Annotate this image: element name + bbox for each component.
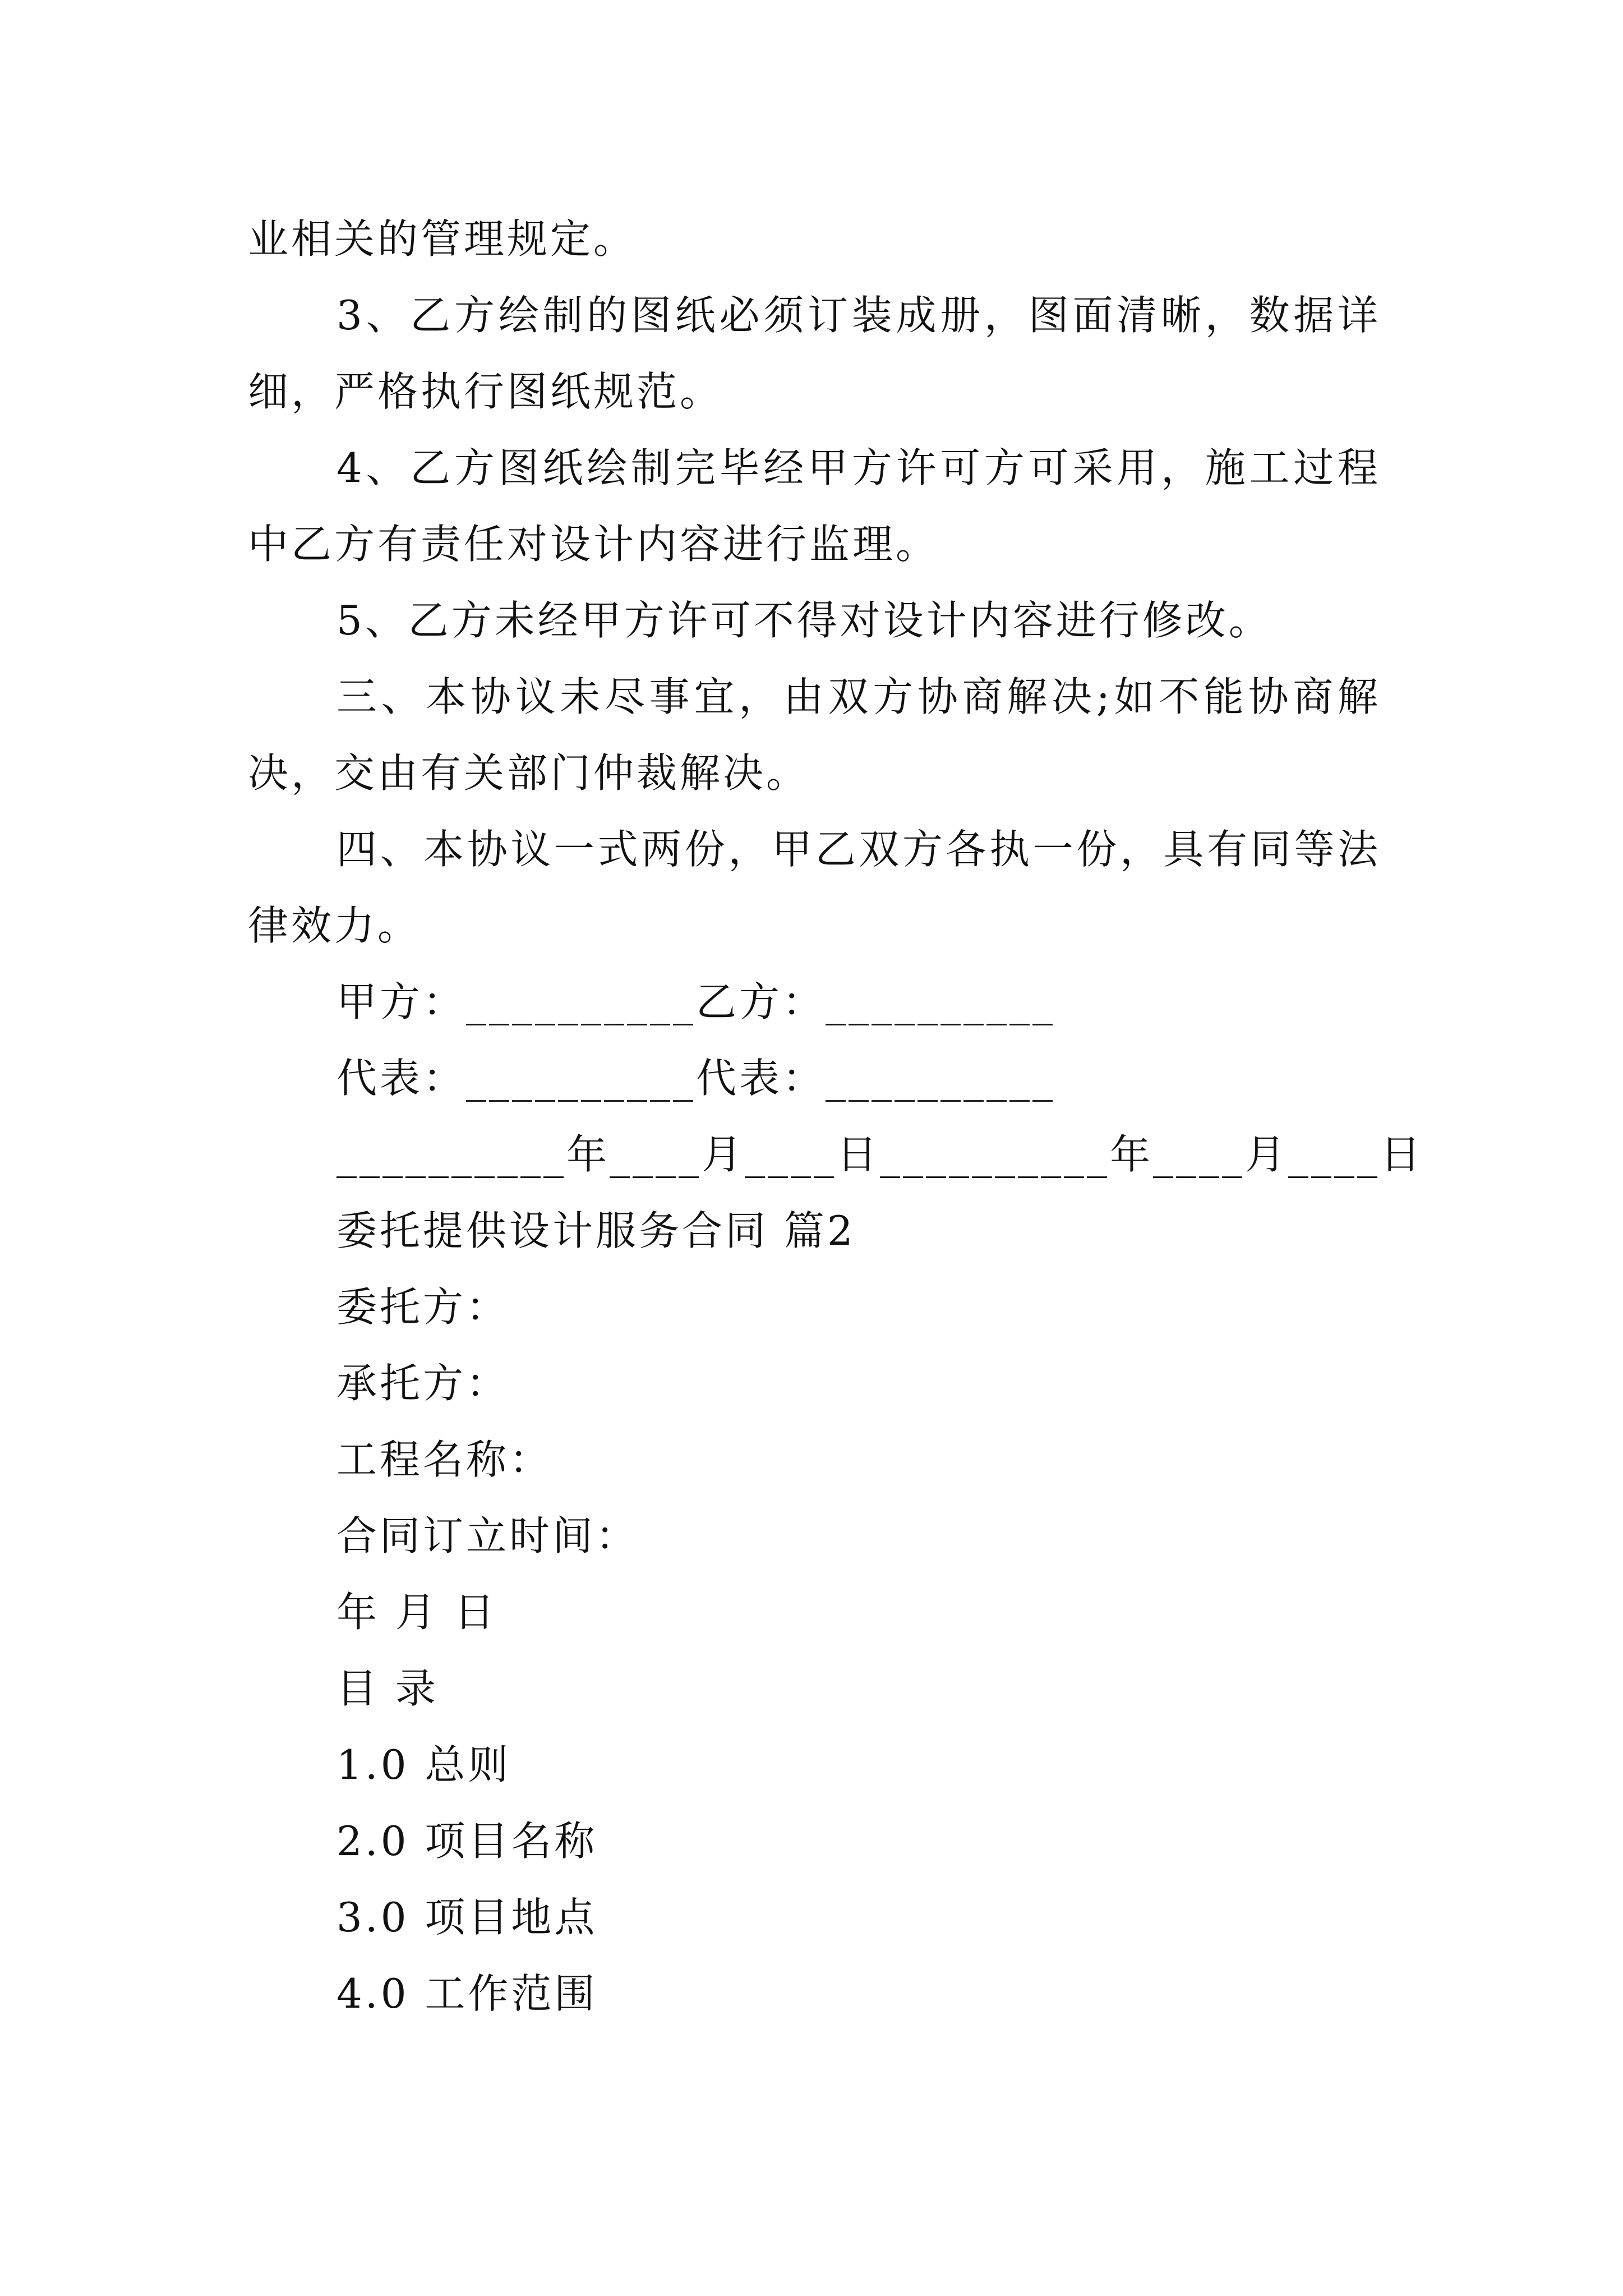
- paragraph-line: 4、乙方图纸绘制完毕经甲方许可方可采用，施工过程: [336, 444, 1381, 491]
- paragraph-line: 5、乙方未经甲方许可不得对设计内容进行修改。: [336, 597, 1272, 644]
- toc-item: 3.0 项目地点: [336, 1894, 598, 1941]
- contract-field-project-name: 工程名称：: [336, 1436, 553, 1483]
- contract-field-client: 委托方：: [336, 1283, 510, 1331]
- contract-field-signing-time: 合同订立时间：: [336, 1512, 639, 1559]
- section-title: 委托提供设计服务合同 篇2: [336, 1207, 856, 1254]
- paragraph-line: 决，交由有关部门仲裁解决。: [248, 749, 810, 797]
- document-body: [248, 201, 1423, 2032]
- toc-heading: 目 录: [336, 1665, 439, 1712]
- toc-item: 2.0 项目名称: [336, 1818, 598, 1865]
- contract-field-contractor: 承托方：: [336, 1360, 510, 1407]
- paragraph-line: 3、乙方绘制的图纸必须订装成册，图面清晰，数据详: [336, 292, 1381, 339]
- toc-item: 1.0 总则: [336, 1741, 511, 1788]
- toc-item: 4.0 工作范围: [336, 1970, 598, 2017]
- paragraph-line: 中乙方有责任对设计内容进行监理。: [248, 521, 939, 568]
- signature-representative-line: 代表：__________代表：__________: [336, 1055, 1056, 1102]
- contract-field-date: 年 月 日: [336, 1589, 497, 1636]
- paragraph-line: 四、本协议一式两份，甲乙双方各执一份，具有同等法: [336, 826, 1381, 873]
- paragraph-line: 细，严格执行图纸规范。: [248, 368, 723, 415]
- paragraph-line: 律效力。: [248, 902, 421, 949]
- signature-date-line: __________年____月____日__________年____月____日: [336, 1131, 1423, 1178]
- signature-party-line: 甲方：__________乙方：__________: [336, 978, 1056, 1025]
- paragraph-line: 三、本协议未尽事宜，由双方协商解决;如不能协商解: [336, 673, 1381, 720]
- paragraph-line: 业相关的管理规定。: [248, 215, 637, 263]
